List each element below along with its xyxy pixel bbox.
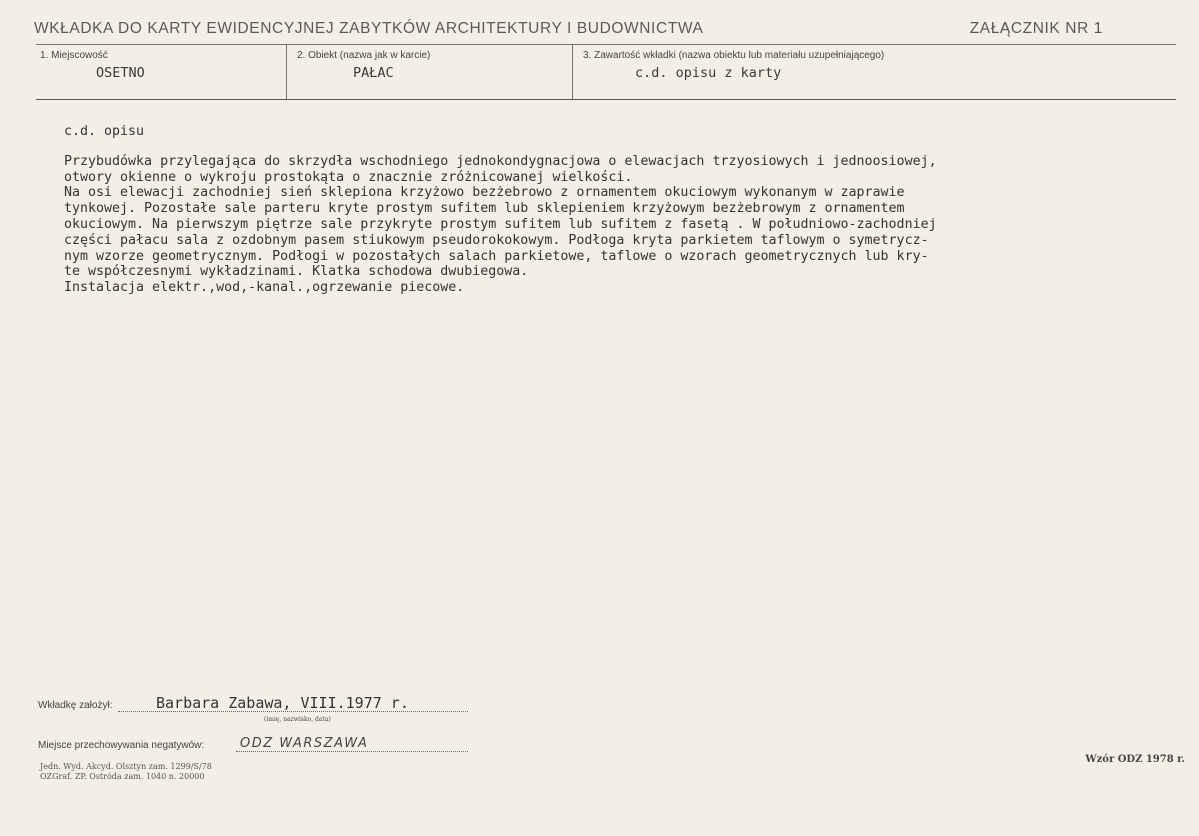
description-line: Instalacja elektr.,wod,-kanal.,ogrzewanie piecowe. (64, 280, 465, 296)
description-line: części pałacu sala z ozdobnym pasem stiukowym pseudorokokowym. Podłoga kryta parkietem taflowym o symetrycz- (64, 232, 929, 248)
locality-field (36, 45, 286, 99)
description-line: tynkowej. Pozostałe sale parteru kryte prostym sufitem lub sklepieniem krzyżowym bezżebrowym z ornamentem (64, 201, 905, 217)
locality-value: OSETNO (96, 65, 145, 81)
printer-note-2: OZGraf. ZP. Ostróda zam. 1040 n. 20000 (40, 772, 205, 781)
object-label: 2. Obiekt (nazwa jak w karcie) (297, 50, 431, 61)
description-line: otwory okienne o wykroju prostokąta o znacznie zróżnicowanej wielkości. (64, 169, 633, 185)
negatives-dotted-line (236, 751, 468, 752)
description-line: te współczesnymi wykładzinami. Klatka schodowa dwubiegowa. (64, 264, 529, 280)
description-text (64, 124, 1164, 296)
description-line: nym wzorze geometrycznym. Podłogi w pozostałych salach parkietowe, taflowe o wzorach geometrycznych lub kry- (64, 248, 929, 264)
object-value: PAŁAC (353, 65, 394, 81)
content-field (572, 45, 1177, 99)
author-value: Barbara Zabawa, VIII.1977 r. (156, 694, 409, 712)
content-label: 3. Zawartość wkładki (nazwa obiektu lub materiału uzupełniającego) (583, 50, 885, 61)
negatives-label: Miejsce przechowywania negatywów: (38, 740, 205, 751)
description-line: Przybudówka przylegająca do skrzydła wschodniego jednokondygnacjowa o elewacjach trzyosiowych i jednoosiowej, (64, 153, 937, 169)
description-heading: c.d. opisu (64, 124, 145, 139)
object-field (286, 45, 573, 99)
author-label: Wkładkę założył: (38, 700, 113, 711)
negatives-value: ODZ WARSZAWA (240, 736, 369, 751)
header-fields (36, 44, 1176, 100)
locality-label: 1. Miejscowość (40, 50, 108, 61)
author-caption: (imię, nazwisko, data) (264, 716, 331, 723)
card-title: WKŁADKA DO KARTY EWIDENCYJNEJ ZABYTKÓW ARCHITEKTURY I BUDOWNICTWA (34, 20, 704, 37)
description-line: Na osi elewacji zachodniej sień sklepiona krzyżowo bezżebrowo z ornamentem okuciowym wykonanym w zaprawie (64, 185, 905, 201)
annex-number: ZAŁĄCZNIK NR 1 (969, 20, 1103, 37)
description-line: okuciowym. Na pierwszym piętrze sale przykryte prostym sufitem lub sufitem z fasetą . W południowo-zachodniej (64, 216, 937, 232)
content-value: c.d. opisu z karty (635, 65, 782, 81)
form-code: Wzór ODZ 1978 r. (1085, 754, 1185, 765)
printer-note-1: Jedn. Wyd. Akcyd. Olsztyn zam. 1299/S/78 (40, 762, 212, 771)
